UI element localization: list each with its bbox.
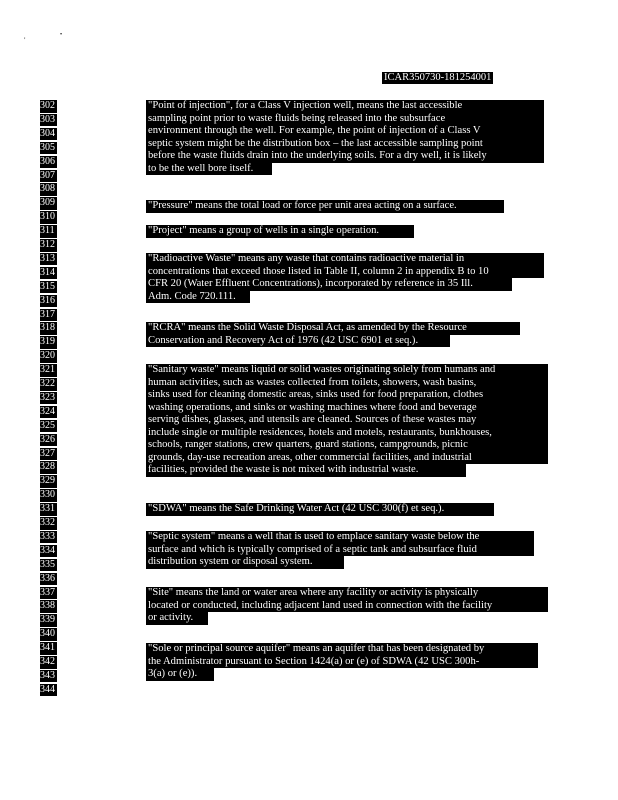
line-number: 330 [40, 489, 55, 501]
line-number: 326 [40, 433, 55, 445]
paragraph-sanitary-waste [146, 364, 548, 477]
text-line: concentrations that exceed those listed in Table II, column 2 in appendix B to 10 [146, 266, 544, 279]
line-number: 336 [40, 572, 55, 584]
text-line: 3(a) or (e)). [146, 668, 214, 681]
text-line: Conservation and Recovery Act of 1976 (42 USC 6901 et seq.). [146, 335, 450, 348]
line-number: 314 [40, 266, 55, 278]
text-line: "Sanitary waste" means liquid or solid wastes originating solely from humans and [146, 364, 548, 377]
paragraph-radioactive-waste [146, 253, 544, 303]
text-line: washing operations, and sinks or washing machines where food and beverage [146, 402, 548, 415]
line-number: 331 [40, 503, 55, 515]
line-number: 321 [40, 364, 55, 376]
text-line: "Sole or principal source aquifer" means an aquifer that has been designated by [146, 643, 538, 656]
line-number: 324 [40, 405, 55, 417]
text-line: septic system might be the distribution box – the last accessible sampling point [146, 138, 544, 151]
text-line: facilities, provided the waste is not mixed with industrial waste. [146, 464, 466, 477]
paragraph-sole-source-aquifer [146, 643, 538, 681]
line-number: 337 [40, 586, 55, 598]
paragraph-rcra [146, 322, 520, 347]
text-line: or activity. [146, 612, 208, 625]
line-number: 319 [40, 336, 55, 348]
line-number: 325 [40, 419, 55, 431]
line-number: 318 [40, 322, 55, 334]
line-number: 306 [40, 155, 55, 167]
text-line: located or conducted, including adjacent land used in connection with the facility [146, 600, 548, 613]
line-number: 307 [40, 169, 55, 181]
line-number: 329 [40, 475, 55, 487]
text-line: CFR 20 (Water Effluent Concentrations), incorporated by reference in 35 Ill. [146, 278, 512, 291]
line-number: 308 [40, 183, 55, 195]
line-number: 340 [40, 628, 55, 640]
paragraph-sdwa [146, 503, 494, 516]
line-number: 313 [40, 252, 55, 264]
line-number: 320 [40, 350, 55, 362]
text-line: "SDWA" means the Safe Drinking Water Act (42 USC 300(f) et seq.). [146, 503, 494, 516]
text-line: include single or multiple residences, hotels and motels, restaurants, bunkhouses, [146, 427, 548, 440]
line-number: 316 [40, 294, 55, 306]
line-number: 322 [40, 378, 55, 389]
line-number: 304 [40, 127, 55, 139]
line-number: 333 [40, 530, 55, 542]
document-id: ICAR350730-181254001 [384, 72, 492, 83]
text-line: sampling point prior to waste fluids being released into the subsurface [146, 113, 544, 126]
text-line: "RCRA" means the Solid Waste Disposal Act, as amended by the Resource [146, 322, 520, 335]
paragraph-project [146, 225, 414, 238]
text-line: "Septic system" means a well that is used to emplace sanitary waste below the [146, 531, 534, 544]
line-number: 334 [40, 544, 55, 556]
line-number: 317 [40, 308, 55, 320]
line-number: 312 [40, 239, 55, 250]
paragraph-septic-system [146, 531, 534, 569]
line-number: 311 [40, 225, 57, 238]
line-number: 302 [40, 100, 55, 111]
text-line: serving dishes, glasses, and utensils are cleaned. Sources of these wastes may [146, 414, 548, 427]
line-number: 343 [40, 669, 55, 681]
text-line: to be the well bore itself. [146, 163, 272, 176]
paragraph-site [146, 587, 548, 625]
line-number: 332 [40, 517, 55, 528]
text-line: distribution system or disposal system. [146, 556, 344, 569]
text-line: Adm. Code 720.111. [146, 291, 250, 304]
text-line: "Radioactive Waste" means any waste that contains radioactive material in [146, 253, 544, 266]
line-number: 338 [40, 600, 55, 612]
line-number: 341 [40, 642, 55, 654]
text-line: "Site" means the land or water area where any facility or activity is physically [146, 587, 548, 600]
text-line: human activities, such as wastes collected from toilets, showers, wash basins, [146, 377, 548, 390]
line-number: 339 [40, 614, 55, 626]
paragraph-point-of-injection [146, 100, 544, 175]
speck: • [60, 32, 63, 38]
text-line: schools, ranger stations, crew quarters, guard stations, campgrounds, picnic [146, 439, 548, 452]
text-line: environment through the well. For example, the point of injection of a Class V [146, 125, 544, 138]
line-number: 315 [40, 280, 55, 292]
text-line: "Pressure" means the total load or force per unit area acting on a surface. [146, 200, 504, 213]
line-number: 305 [40, 141, 55, 153]
text-line: before the waste fluids drain into the underlying soils. For a dry well, it is likely [146, 150, 544, 163]
line-number: 327 [40, 447, 55, 459]
text-line: "Point of injection", for a Class V injection well, means the last accessible [146, 100, 544, 113]
line-number: 310 [40, 211, 55, 223]
paragraph-pressure [146, 200, 504, 213]
text-line: grounds, day-use recreation areas, other commercial facilities, and industrial [146, 452, 548, 465]
line-number: 303 [40, 113, 55, 125]
line-number: 323 [40, 391, 55, 403]
line-number: 309 [40, 197, 55, 209]
line-number: 344 [40, 683, 55, 695]
line-number: 328 [40, 461, 55, 473]
line-number: 335 [40, 558, 55, 570]
line-number: 342 [40, 656, 55, 667]
text-line: the Administrator pursuant to Section 1424(a) or (e) of SDWA (42 USC 300h- [146, 656, 538, 669]
text-line: "Project" means a group of wells in a single operation. [146, 225, 414, 238]
text-line: surface and which is typically comprised of a septic tank and subsurface fluid [146, 544, 534, 557]
text-line: sinks used for cleaning domestic areas, sinks used for food preparation, clothes [146, 389, 548, 402]
speck: , [24, 34, 26, 40]
